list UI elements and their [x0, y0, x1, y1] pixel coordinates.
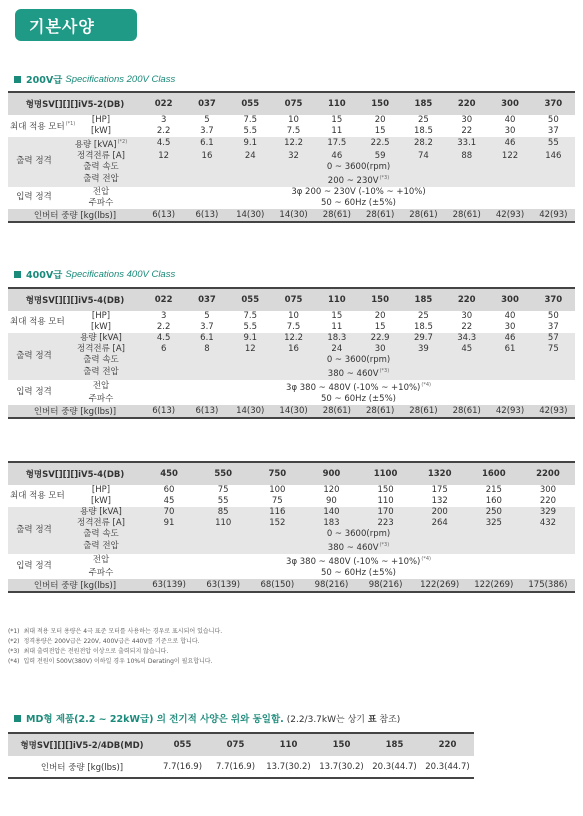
table-cell: 32 [272, 151, 315, 162]
table-cell: 50 [547, 311, 559, 321]
table-cell: 70 [142, 507, 196, 518]
table-cell: 45 [445, 344, 488, 355]
table-cell: 40 [504, 311, 516, 321]
table-cell: 160 [485, 496, 502, 506]
row-label: 출력 전압 [60, 540, 142, 554]
row-label: 출력 전압 [60, 366, 142, 380]
table-cell: 20 [374, 311, 386, 321]
table-cell: 13.7(30.2) [315, 756, 368, 778]
spec-table-md [8, 732, 474, 779]
speed-value: 0 ~ 3600(rpm) [142, 529, 575, 540]
table-cell: 132 [431, 496, 448, 506]
table-cell: 6 [142, 344, 185, 355]
table-cell: 5 [204, 311, 210, 321]
frequency-value: 50 ~ 60Hz (±5%) [321, 567, 396, 578]
table-cell: 110 [377, 496, 394, 506]
table-cell: 34.3 [445, 333, 488, 344]
table-cell: 2.2 [156, 126, 171, 136]
table-cell: 6.1 [185, 333, 228, 344]
table-row [8, 209, 575, 222]
section-title-200v [14, 72, 175, 86]
output-voltage-value: 380 ~ 460V$^{(*3)}$ [142, 366, 575, 380]
model-column-header: 1320 [413, 462, 467, 485]
row-label: [kW] [91, 126, 111, 136]
table-cell: 264 [413, 518, 467, 529]
model-header: 형명SV[][][]iV5-2/4DB(MD) [8, 733, 156, 756]
footnote: (*4) 입력 전원이 500V(380V) 이하일 경우 10%의 Derating이 필요합니다. [8, 658, 213, 665]
table-cell: 30 [358, 344, 401, 355]
table-cell: 12 [229, 344, 272, 355]
model-column-header: 300 [488, 288, 531, 311]
speed-value: 0 ~ 3600(rpm) [142, 355, 575, 366]
table-row [8, 366, 575, 380]
table-cell: 55 [532, 137, 575, 151]
section-bullet [14, 271, 21, 278]
table-cell: 152 [250, 518, 304, 529]
table-row [8, 394, 575, 405]
model-column-header: 055 [229, 92, 272, 115]
model-column-header: 150 [358, 288, 401, 311]
table-cell: 88 [445, 151, 488, 162]
table-row [8, 518, 575, 529]
table-cell: 42(93) [532, 405, 575, 418]
table-cell: 223 [359, 518, 413, 529]
table-cell: 7.5 [243, 311, 257, 321]
group-label: 최대 적용 모터 [8, 485, 60, 507]
table-cell: 28.2 [402, 137, 445, 151]
table-cell: 12 [142, 151, 185, 162]
table-cell: 220 [539, 496, 557, 506]
row-label: 용량 [kVA] [60, 333, 142, 344]
model-column-header: 055 [229, 288, 272, 311]
table-cell: 8 [185, 344, 228, 355]
table-cell: 42(93) [488, 405, 531, 418]
table-cell: 7.5 [286, 126, 301, 136]
table-cell: 90 [326, 496, 337, 506]
table-cell: 9.1 [229, 137, 272, 151]
section-title-md [14, 711, 400, 725]
section-title-400v [14, 267, 175, 281]
table-cell: 5.5 [243, 126, 257, 136]
group-label: 최대 적용 모터$^{(*1)}$ [8, 115, 60, 137]
table-cell: 146 [532, 151, 575, 162]
model-column-header: 1600 [467, 462, 521, 485]
row-label: 정격전류 [A] [60, 344, 142, 355]
table-cell: 116 [250, 507, 304, 518]
section-title-md-text: MD형 제품(2.2 ~ 22kW급) 의 전기적 사양은 위와 동일함. [26, 714, 284, 725]
model-column-header: 370 [532, 92, 575, 115]
table-cell: 14(30) [229, 405, 272, 418]
table-cell: 22 [461, 322, 473, 332]
row-label: [HP] [91, 311, 111, 321]
table-cell: 215 [485, 485, 502, 495]
table-cell: 7.5 [286, 322, 301, 332]
table-cell: 110 [196, 518, 250, 529]
table-cell: 6(13) [185, 405, 228, 418]
table-cell: 3 [160, 115, 167, 125]
table-cell: 28(61) [315, 405, 358, 418]
spec-table-400v-large [8, 461, 575, 593]
table-cell: 91 [142, 518, 196, 529]
table-cell: 3 [160, 311, 167, 321]
row-label: 정격전류 [A] [60, 151, 142, 162]
table-cell: 75 [532, 344, 575, 355]
table-cell: 6.1 [185, 137, 228, 151]
table-cell: 15 [331, 311, 343, 321]
section-bullet [14, 715, 21, 722]
row-label: 용량 [kVA]$^{(*2)}$ [60, 137, 142, 151]
table-row [8, 756, 474, 778]
row-label: [HP] [91, 485, 111, 495]
table-cell: 22 [461, 126, 473, 136]
model-header: 형명SV[][][]iV5-2(DB) [8, 92, 142, 115]
model-column-header: 037 [185, 92, 228, 115]
row-label: [HP] [91, 115, 111, 125]
table-cell: 122 [488, 151, 531, 162]
table-cell: 22.9 [358, 333, 401, 344]
group-label: 출력 정격 [8, 137, 60, 187]
table-cell: 17.5 [315, 137, 358, 151]
table-cell: 98(216) [359, 579, 413, 592]
table-cell: 120 [323, 485, 340, 495]
group-label: 입력 정격 [8, 187, 60, 209]
section-bullet [14, 76, 21, 83]
model-column-header: 185 [402, 92, 445, 115]
model-column-header: 022 [142, 288, 185, 311]
model-column-header: 110 [315, 288, 358, 311]
table-cell: 24 [315, 344, 358, 355]
table-cell: 16 [185, 151, 228, 162]
model-column-header: 185 [402, 288, 445, 311]
table-cell: 7.7(16.9) [209, 756, 262, 778]
table-cell: 122(269) [413, 579, 467, 592]
table-cell: 14(30) [272, 405, 315, 418]
table-header-row [8, 288, 575, 311]
row-label: 출력 속도 [60, 529, 142, 540]
group-label: 출력 정격 [8, 333, 60, 380]
table-cell: 11 [331, 322, 343, 332]
table-cell: 7.5 [243, 115, 257, 125]
table-cell: 46 [488, 333, 531, 344]
table-cell: 10 [288, 115, 299, 125]
section-title-en: Specifications 200V Class [65, 73, 176, 85]
table-cell: 28(61) [358, 209, 401, 222]
table-cell: 170 [359, 507, 413, 518]
frequency-value: 50 ~ 60Hz (±5%) [321, 393, 396, 404]
table-cell: 63(139) [142, 579, 196, 592]
table-cell: 20 [374, 115, 386, 125]
table-cell: 140 [304, 507, 358, 518]
table-row [8, 173, 575, 187]
table-cell: 98(216) [304, 579, 358, 592]
model-column-header: 750 [250, 462, 304, 485]
table-cell: 22.5 [358, 137, 401, 151]
footnotes [8, 627, 222, 667]
table-cell: 28(61) [445, 405, 488, 418]
table-cell: 12.2 [272, 333, 315, 344]
table-row [8, 355, 575, 366]
model-column-header: 075 [272, 92, 315, 115]
table-row [8, 115, 575, 126]
table-cell: 16 [272, 344, 315, 355]
table-cell: 30 [504, 322, 516, 332]
table-cell: 6(13) [185, 209, 228, 222]
table-cell: 28(61) [358, 405, 401, 418]
model-column-header: 220 [445, 288, 488, 311]
table-row [8, 311, 575, 322]
table-cell: 432 [521, 518, 575, 529]
table-cell: 12.2 [272, 137, 315, 151]
row-label: 용량 [kVA] [60, 507, 142, 518]
table-cell: 15 [374, 322, 386, 332]
model-column-header: 185 [368, 733, 421, 756]
model-column-header: 037 [185, 288, 228, 311]
table-cell: 175 [431, 485, 448, 495]
group-label: 입력 정격 [8, 554, 60, 579]
table-row [8, 496, 575, 507]
model-column-header: 150 [358, 92, 401, 115]
table-cell: 28(61) [402, 405, 445, 418]
table-cell: 61 [488, 344, 531, 355]
table-cell: 20.3(44.7) [368, 756, 421, 778]
model-column-header: 450 [142, 462, 196, 485]
table-cell: 15 [331, 115, 343, 125]
model-column-header: 1100 [359, 462, 413, 485]
output-voltage-value: 200 ~ 230V$^{(*3)}$ [142, 173, 575, 187]
model-header: 형명SV[][][]iV5-4(DB) [8, 462, 142, 485]
table-header-row [8, 92, 575, 115]
table-row [8, 198, 575, 209]
group-label: 출력 정격 [8, 507, 60, 554]
table-row [8, 554, 575, 568]
table-header-row [8, 733, 474, 756]
table-cell: 329 [521, 507, 575, 518]
model-column-header: 370 [532, 288, 575, 311]
table-row [8, 568, 575, 579]
table-cell: 46 [488, 137, 531, 151]
table-cell: 14(30) [272, 209, 315, 222]
table-cell: 100 [269, 485, 286, 495]
table-cell: 29.7 [402, 333, 445, 344]
row-label: 주파수 [88, 393, 114, 404]
input-voltage-value: 3φ 380 ~ 480V (-10% ~ +10%)$^{(*4)}$ [286, 555, 431, 567]
row-label: 출력 전압 [60, 173, 142, 187]
row-label: 인버터 중량 [kg(lbs)] [8, 405, 142, 418]
table-row [8, 529, 575, 540]
spec-table-200v [8, 91, 575, 223]
table-cell: 6(13) [142, 209, 185, 222]
model-column-header: 900 [304, 462, 358, 485]
page-title: 기본사양 [15, 9, 137, 41]
table-row [8, 126, 575, 137]
row-label: 정격전류 [A] [60, 518, 142, 529]
table-cell: 175(386) [521, 579, 575, 592]
footnote: (*1) 최대 적용 모터 용량은 4극 표준 모터를 사용하는 경우로 표시되어 있습니다. [8, 628, 223, 635]
group-label: 최대 적용 모터 [8, 311, 60, 333]
table-cell: 15 [374, 126, 386, 136]
model-column-header: 075 [272, 288, 315, 311]
table-cell: 63(139) [196, 579, 250, 592]
table-cell: 200 [413, 507, 467, 518]
table-cell: 18.5 [413, 126, 433, 136]
spec-table-400v [8, 287, 575, 419]
table-cell: 3.7 [200, 126, 214, 136]
table-cell: 18.5 [413, 322, 433, 332]
table-row [8, 162, 575, 173]
table-cell: 2.2 [156, 322, 171, 332]
footnote: (*2) 정격용량은 200V급은 220V, 400V급은 440V를 기준으로 합니다. [8, 638, 200, 645]
model-column-header: 220 [445, 92, 488, 115]
section-title-kr: 200V급 [26, 75, 63, 86]
model-column-header: 110 [262, 733, 315, 756]
row-label: 주파수 [88, 567, 114, 578]
table-cell: 11 [331, 126, 343, 136]
table-cell: 3.7 [200, 322, 214, 332]
table-cell: 183 [304, 518, 358, 529]
table-cell: 13.7(30.2) [262, 756, 315, 778]
row-label: 전압 [92, 186, 110, 197]
speed-value: 0 ~ 3600(rpm) [142, 162, 575, 173]
table-cell: 45 [163, 496, 175, 506]
table-cell: 28(61) [402, 209, 445, 222]
row-label: 인버터 중량 [kg(lbs)] [8, 756, 156, 778]
table-row [8, 380, 575, 394]
table-cell: 300 [539, 485, 557, 495]
table-row [8, 485, 575, 496]
table-row [8, 579, 575, 592]
table-cell: 60 [163, 485, 175, 495]
table-cell: 68(150) [250, 579, 304, 592]
model-column-header: 220 [421, 733, 474, 756]
row-label: [kW] [91, 496, 111, 506]
table-row [8, 322, 575, 333]
section-title-kr: 400V급 [26, 270, 63, 281]
row-label: 주파수 [88, 197, 114, 208]
table-cell: 57 [532, 333, 575, 344]
table-cell: 85 [196, 507, 250, 518]
table-cell: 46 [315, 151, 358, 162]
table-cell: 18.3 [315, 333, 358, 344]
table-cell: 150 [377, 485, 394, 495]
table-cell: 4.5 [142, 333, 185, 344]
table-cell: 39 [402, 344, 445, 355]
table-row [8, 137, 575, 151]
model-header: 형명SV[][][]iV5-4(DB) [8, 288, 142, 311]
table-cell: 6(13) [142, 405, 185, 418]
table-row [8, 344, 575, 355]
table-row [8, 507, 575, 518]
table-cell: 30 [504, 126, 516, 136]
table-cell: 40 [504, 115, 516, 125]
row-label: 출력 속도 [60, 355, 142, 366]
table-cell: 37 [547, 126, 559, 136]
row-label: [kW] [91, 322, 111, 332]
row-label: 전압 [92, 381, 110, 392]
row-label: 인버터 중량 [kg(lbs)] [8, 209, 142, 222]
table-cell: 30 [461, 115, 473, 125]
table-cell: 42(93) [488, 209, 531, 222]
table-cell: 28(61) [315, 209, 358, 222]
table-row [8, 151, 575, 162]
table-cell: 55 [217, 496, 229, 506]
table-row [8, 405, 575, 418]
model-column-header: 300 [488, 92, 531, 115]
table-cell: 33.1 [445, 137, 488, 151]
section-title-en: Specifications 400V Class [65, 268, 176, 280]
table-cell: 14(30) [229, 209, 272, 222]
model-column-header: 075 [209, 733, 262, 756]
table-cell: 20.3(44.7) [421, 756, 474, 778]
table-row [8, 187, 575, 198]
model-column-header: 055 [156, 733, 209, 756]
table-cell: 250 [467, 507, 521, 518]
table-cell: 24 [229, 151, 272, 162]
input-voltage-value: 3φ 380 ~ 480V (-10% ~ +10%)$^{(*4)}$ [286, 381, 431, 393]
table-row [8, 333, 575, 344]
table-cell: 50 [547, 115, 559, 125]
table-cell: 25 [418, 311, 429, 321]
table-cell: 30 [461, 311, 473, 321]
model-column-header: 110 [315, 92, 358, 115]
row-label: 출력 속도 [60, 162, 142, 173]
table-cell: 42(93) [532, 209, 575, 222]
table-cell: 10 [288, 311, 299, 321]
table-cell: 37 [547, 322, 559, 332]
table-row [8, 540, 575, 554]
model-column-header: 2200 [521, 462, 575, 485]
table-cell: 75 [271, 496, 283, 506]
table-cell: 74 [402, 151, 445, 162]
table-cell: 7.7(16.9) [156, 756, 209, 778]
input-voltage-value: 3φ 200 ~ 230V (-10% ~ +10%) [291, 186, 426, 197]
table-cell: 25 [418, 115, 429, 125]
table-cell: 75 [217, 485, 229, 495]
table-cell: 5 [204, 115, 210, 125]
table-cell: 59 [358, 151, 401, 162]
table-header-row [8, 462, 575, 485]
table-cell: 9.1 [229, 333, 272, 344]
table-cell: 5.5 [243, 322, 257, 332]
table-cell: 28(61) [445, 209, 488, 222]
model-column-header: 550 [196, 462, 250, 485]
table-cell: 4.5 [142, 137, 185, 151]
frequency-value: 50 ~ 60Hz (±5%) [321, 197, 396, 208]
model-column-header: 022 [142, 92, 185, 115]
group-label: 입력 정격 [8, 380, 60, 405]
footnote: (*3) 최대 출력전압은 전원전압 이상으로 출력되지 않습니다. [8, 648, 169, 655]
model-column-header: 150 [315, 733, 368, 756]
row-label: 인버터 중량 [kg(lbs)] [8, 579, 142, 592]
row-label: 전압 [92, 555, 110, 566]
table-cell: 122(269) [467, 579, 521, 592]
table-cell: 325 [467, 518, 521, 529]
output-voltage-value: 380 ~ 460V$^{(*3)}$ [142, 540, 575, 554]
section-note: (2.2/3.7kW는 상기 표 참조) [286, 714, 401, 725]
